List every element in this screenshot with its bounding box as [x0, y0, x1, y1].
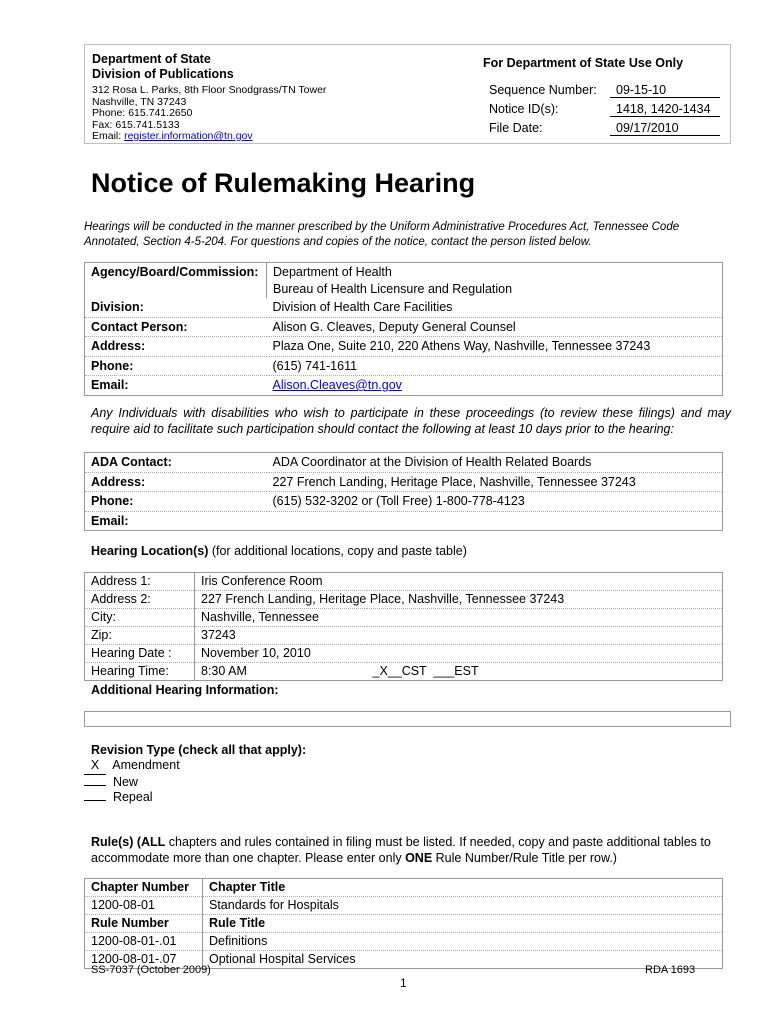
- revision-type-list: [84, 758, 180, 806]
- address-line-2: Nashville, TN 37243: [92, 95, 187, 108]
- address1-label: Address 1:: [85, 573, 195, 591]
- ada-contact-value: ADA Coordinator at the Division of Health Related Boards: [267, 453, 723, 473]
- revision-repeal[interactable]: Repeal: [84, 790, 180, 806]
- email-line: Email: register.information@tn.gov: [92, 130, 253, 142]
- chapter-title-value: Standards for Hospitals: [203, 897, 723, 915]
- address2-value: 227 French Landing, Heritage Place, Nashville, Tennessee 37243: [195, 591, 723, 609]
- division-name: Division of Publications: [92, 67, 234, 81]
- notice-id-value: 1418, 1420-1434: [610, 102, 720, 117]
- address-value: Plaza One, Suite 210, 220 Athens Way, Nashville, Tennessee 37243: [267, 337, 723, 357]
- email-value-cell: [267, 376, 723, 396]
- revision-new[interactable]: New: [84, 775, 180, 791]
- ada-address-value: 227 French Landing, Heritage Place, Nashville, Tennessee 37243: [267, 472, 723, 492]
- additional-info-box[interactable]: [84, 711, 731, 727]
- city-value: Nashville, Tennessee: [195, 609, 723, 627]
- address1-value: Iris Conference Room: [195, 573, 723, 591]
- intro-paragraph: Hearings will be conducted in the manner prescribed by the Uniform Administrative Procedures Act, Tennessee Code Annotated, Section 4-5-204. For questions and copies of the notice, contact the person listed below.: [84, 221, 680, 248]
- agency-label: Agency/Board/Commission:: [91, 265, 259, 279]
- ada-email-value[interactable]: [267, 511, 723, 531]
- ada-email-label: Email:: [91, 513, 129, 528]
- hearing-time-value: 8:30 AM: [195, 663, 367, 681]
- agency-value: Department of Health Bureau of Health Licensure and Regulation: [267, 263, 723, 299]
- hearing-time-label: Hearing Time:: [91, 664, 169, 678]
- chapter-title-header: Chapter Title: [203, 879, 723, 897]
- phone-value: (615) 741-1611: [267, 356, 723, 376]
- rule-title-header: Rule Title: [203, 915, 723, 933]
- zip-label: Zip:: [85, 627, 195, 645]
- ada-contact-label: ADA Contact:: [85, 453, 267, 473]
- chapter-number-value: 1200-08-01: [85, 897, 203, 915]
- phone-line: Phone: 615.741.2650: [92, 107, 193, 119]
- dept-name: Department of State: [92, 52, 211, 66]
- form-number: SS-7037 (October 2009): [91, 964, 211, 976]
- state-use-only-heading: For Department of State Use Only: [483, 56, 684, 70]
- revision-amendment[interactable]: X Amendment: [84, 758, 180, 775]
- contact-value: Alison G. Cleaves, Deputy General Counsel: [267, 317, 723, 337]
- fax-line: Fax: 615.741.5133: [92, 118, 180, 131]
- chapter-number-header: Chapter Number: [85, 879, 203, 897]
- additional-info-heading: Additional Hearing Information:: [91, 683, 279, 697]
- revision-type-heading: Revision Type (check all that apply):: [91, 743, 307, 757]
- address-label: Address:: [85, 337, 267, 357]
- ada-table: [84, 452, 723, 531]
- phone-label: Phone:: [85, 356, 267, 376]
- rule-number: 1200-08-01-.07: [91, 952, 177, 966]
- ada-address-label: Address:: [85, 472, 267, 492]
- email-label: Email:: [91, 378, 129, 392]
- hearing-location-heading: Hearing Location(s) (for additional locations, copy and paste table): [91, 544, 467, 558]
- hearing-location-table: [84, 572, 723, 681]
- page-title: Notice of Rulemaking Hearing: [91, 168, 476, 198]
- sequence-number-value: 09-15-10: [610, 83, 720, 98]
- zip-value: 37243: [195, 627, 723, 645]
- file-date-label: File Date:: [489, 121, 543, 135]
- rules-intro: Rule(s) (ALL chapters and rules contained in filing must be listed. If needed, copy and paste additional tables to accommodate more than one chapter. Please enter only ONE Rule Number/Rule Title per row.): [91, 835, 711, 865]
- notice-id-label: Notice ID(s):: [489, 102, 559, 116]
- rule-title: Definitions: [203, 933, 723, 951]
- rule-number: 1200-08-01-.01: [85, 933, 203, 951]
- ada-intro: Any Individuals with disabilities who wish to participate in these proceedings (to review these filings) and may require aid to facilitate such participation should contact the following at least 10 days prior to the hearing:: [91, 406, 731, 436]
- rules-table: [84, 878, 723, 969]
- page-number: 1: [400, 976, 407, 990]
- ada-phone-label: Phone:: [85, 492, 267, 512]
- agency-table: [84, 262, 723, 396]
- division-value: Division of Health Care Facilities: [267, 298, 723, 317]
- rda-number: RDA 1693: [645, 964, 696, 976]
- time-zone-value: _X__CST ___EST: [372, 664, 479, 678]
- rule-number-header: Rule Number: [85, 915, 203, 933]
- hearing-date-label: Hearing Date :: [85, 645, 195, 663]
- publisher-info: [92, 52, 326, 143]
- rule-title: Optional Hospital Services: [203, 951, 723, 969]
- sequence-number-label: Sequence Number:: [489, 83, 597, 97]
- file-date-value: 09/17/2010: [610, 121, 720, 136]
- division-label: Division:: [85, 298, 267, 317]
- address-line-1: 312 Rosa L. Parks, 8th Floor Snodgrass/TN Tower: [92, 84, 327, 96]
- ada-phone-value: (615) 532-3202 or (Toll Free) 1-800-778-4123: [267, 492, 723, 512]
- city-label: City:: [85, 609, 195, 627]
- email-link[interactable]: register.information@tn.gov: [124, 130, 253, 142]
- contact-label: Contact Person:: [85, 317, 267, 337]
- contact-email-link[interactable]: Alison.Cleaves@tn.gov: [272, 378, 402, 392]
- address2-label: Address 2:: [85, 591, 195, 609]
- hearing-date-value: November 10, 2010: [195, 645, 723, 663]
